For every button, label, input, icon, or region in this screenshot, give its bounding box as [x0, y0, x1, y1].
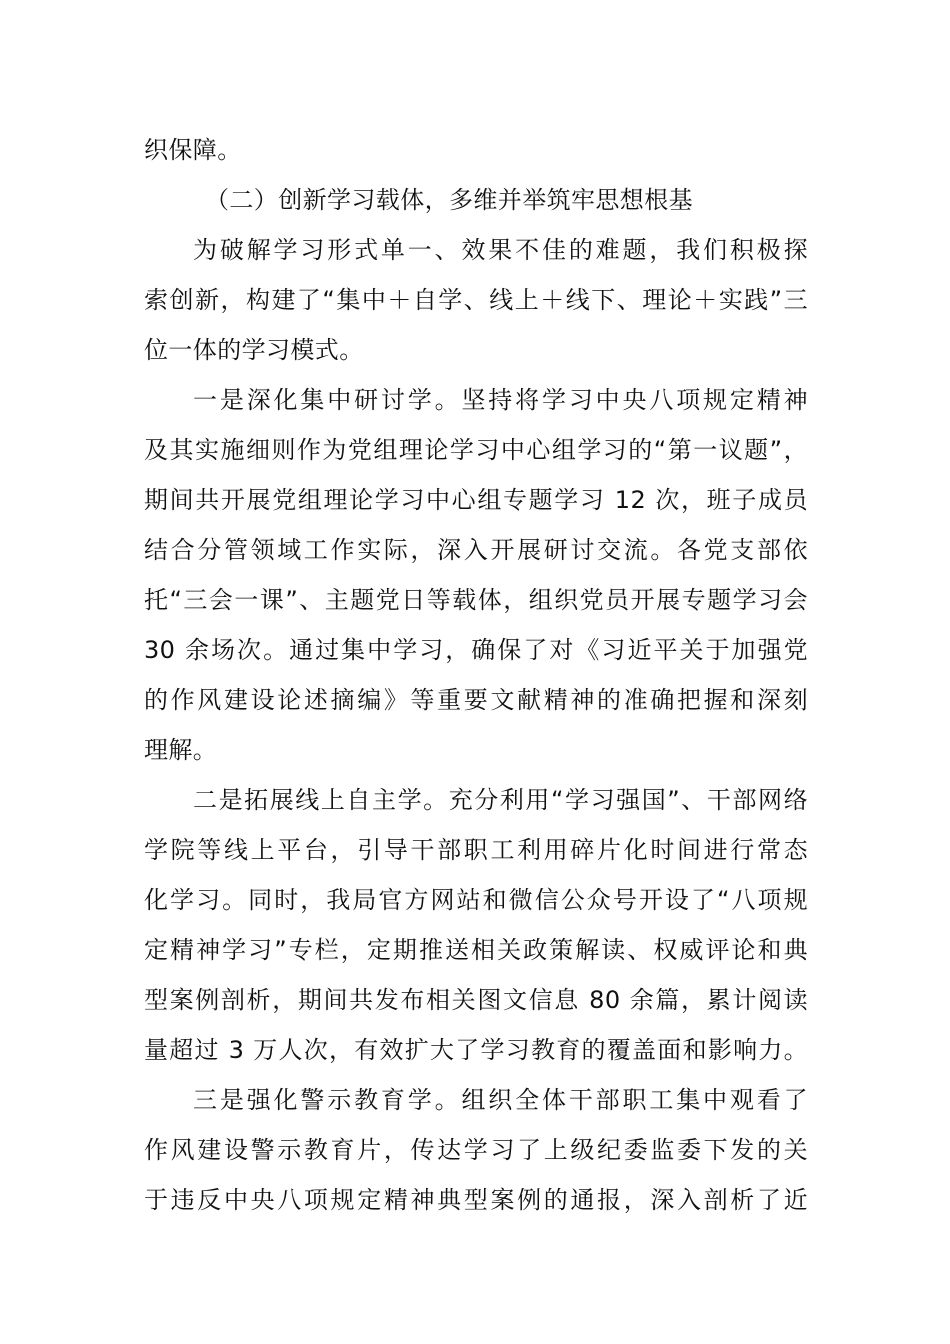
text-line-8: 期间共开展党组理论学习中心组专题学习 12 次，班子成员 [144, 486, 808, 514]
text-line-22: 于违反中央八项规定精神典型案例的通报，深入剖析了近 [144, 1186, 808, 1214]
text-line-12: 的作风建设论述摘编》等重要文献精神的准确把握和深刻 [144, 686, 808, 714]
text-line-15: 学院等线上平台，引导干部职工利用碎片化时间进行常态 [144, 836, 808, 864]
text-line-6: 一是深化集中研讨学。坚持将学习中央八项规定精神 [193, 386, 808, 414]
text-line-19: 量超过 3 万人次，有效扩大了学习教育的覆盖面和影响力。 [144, 1036, 808, 1064]
text-line-7: 及其实施细则作为党组理论学习中心组学习的“第一议题”， [144, 436, 808, 464]
section-heading: （二）创新学习载体，多维并举筑牢思想根基 [205, 186, 693, 214]
text-line-14: 二是拓展线上自主学。充分利用“学习强国”、干部网络 [193, 786, 808, 814]
text-line-1: 织保障。 [144, 136, 242, 164]
text-line-20: 三是强化警示教育学。组织全体干部职工集中观看了 [193, 1086, 808, 1114]
text-line-16: 化学习。同时，我局官方网站和微信公众号开设了“八项规 [144, 886, 808, 914]
text-line-3: 为破解学习形式单一、效果不佳的难题，我们积极探 [193, 236, 808, 264]
text-line-9: 结合分管领域工作实际，深入开展研讨交流。各党支部依 [144, 536, 808, 564]
text-line-10: 托“三会一课”、主题党日等载体，组织党员开展专题学习会 [144, 586, 808, 614]
text-line-13: 理解。 [144, 736, 218, 764]
text-line-18: 型案例剖析，期间共发布相关图文信息 80 余篇，累计阅读 [144, 986, 808, 1014]
text-line-4: 索创新，构建了“集中＋自学、线上＋线下、理论＋实践”三 [144, 286, 808, 314]
text-line-11: 30 余场次。通过集中学习，确保了对《习近平关于加强党 [144, 636, 808, 664]
text-line-21: 作风建设警示教育片，传达学习了上级纪委监委下发的关 [144, 1136, 808, 1164]
text-line-17: 定精神学习”专栏，定期推送相关政策解读、权威评论和典 [144, 936, 808, 964]
text-line-5: 位一体的学习模式。 [144, 336, 364, 364]
